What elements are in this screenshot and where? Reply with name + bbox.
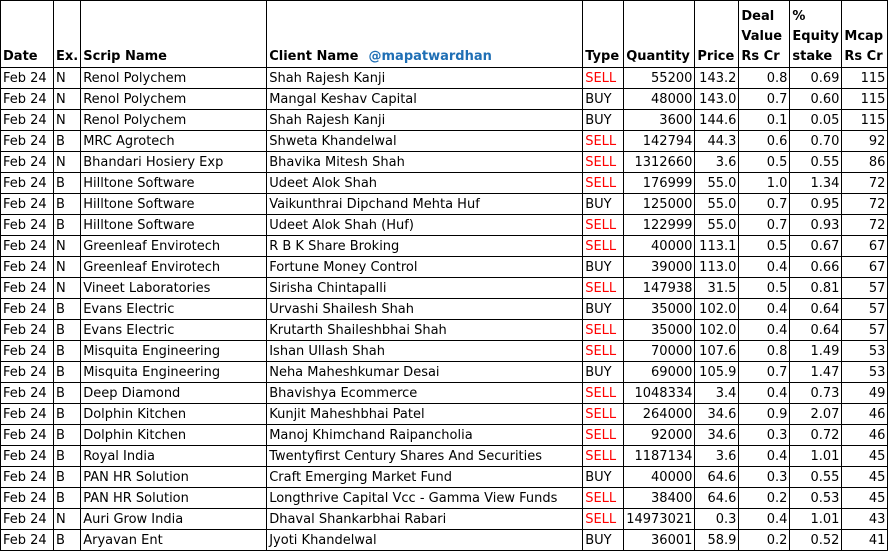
cell-scrip: Hilltone Software [81, 215, 267, 236]
cell-mcap: 92 [842, 131, 888, 152]
cell-type: SELL [583, 509, 624, 530]
cell-scrip: Misquita Engineering [81, 362, 267, 383]
cell-type: SELL [583, 215, 624, 236]
cell-deal-value: 0.2 [739, 488, 790, 509]
cell-date: Feb 24 [1, 425, 54, 446]
cell-exchange: B [54, 215, 81, 236]
cell-date: Feb 24 [1, 173, 54, 194]
cell-client: Jyoti Khandelwal [267, 530, 583, 551]
cell-scrip: Royal India [81, 446, 267, 467]
cell-price: 105.9 [695, 362, 739, 383]
cell-exchange: N [54, 257, 81, 278]
cell-scrip: Aryavan Ent [81, 530, 267, 551]
cell-type: SELL [583, 383, 624, 404]
cell-type: SELL [583, 131, 624, 152]
cell-deal-value: 0.7 [739, 362, 790, 383]
cell-scrip: Hilltone Software [81, 173, 267, 194]
table-row [1, 68, 888, 89]
cell-date: Feb 24 [1, 68, 54, 89]
cell-date: Feb 24 [1, 278, 54, 299]
cell-type: SELL [583, 236, 624, 257]
cell-exchange: N [54, 278, 81, 299]
cell-mcap: 45 [842, 446, 888, 467]
cell-scrip: Auri Grow India [81, 509, 267, 530]
cell-mcap: 43 [842, 509, 888, 530]
cell-exchange: N [54, 509, 81, 530]
cell-quantity: 36001 [624, 530, 695, 551]
cell-price: 55.0 [695, 194, 739, 215]
table-row [1, 299, 888, 320]
cell-mcap: 72 [842, 173, 888, 194]
cell-equity-stake: 1.01 [790, 509, 842, 530]
cell-price: 102.0 [695, 320, 739, 341]
cell-client: Mangal Keshav Capital [267, 89, 583, 110]
cell-scrip: Greenleaf Envirotech [81, 257, 267, 278]
cell-date: Feb 24 [1, 530, 54, 551]
cell-client: Sirisha Chintapalli [267, 278, 583, 299]
cell-deal-value: 0.3 [739, 425, 790, 446]
cell-client: Bhavika Mitesh Shah [267, 152, 583, 173]
cell-date: Feb 24 [1, 257, 54, 278]
cell-client: Udeet Alok Shah [267, 173, 583, 194]
cell-deal-value: 0.8 [739, 341, 790, 362]
cell-price: 44.3 [695, 131, 739, 152]
cell-deal-value: 0.3 [739, 467, 790, 488]
cell-exchange: B [54, 467, 81, 488]
cell-mcap: 45 [842, 488, 888, 509]
cell-mcap: 72 [842, 194, 888, 215]
cell-deal-value: 0.5 [739, 236, 790, 257]
cell-scrip: Renol Polychem [81, 89, 267, 110]
cell-date: Feb 24 [1, 194, 54, 215]
cell-quantity: 1187134 [624, 446, 695, 467]
table-row [1, 131, 888, 152]
table-row [1, 320, 888, 341]
cell-type: SELL [583, 278, 624, 299]
table-row [1, 152, 888, 173]
cell-price: 143.0 [695, 89, 739, 110]
cell-type: BUY [583, 299, 624, 320]
table-row [1, 110, 888, 131]
cell-quantity: 176999 [624, 173, 695, 194]
header-date: Date [1, 1, 54, 68]
cell-date: Feb 24 [1, 320, 54, 341]
table-row [1, 236, 888, 257]
cell-quantity: 92000 [624, 425, 695, 446]
cell-quantity: 14973021 [624, 509, 695, 530]
cell-price: 143.2 [695, 68, 739, 89]
table-row [1, 257, 888, 278]
cell-equity-stake: 0.64 [790, 320, 842, 341]
cell-scrip: Hilltone Software [81, 194, 267, 215]
cell-deal-value: 0.4 [739, 383, 790, 404]
cell-price: 55.0 [695, 173, 739, 194]
cell-deal-value: 0.2 [739, 530, 790, 551]
table-row [1, 215, 888, 236]
cell-equity-stake: 1.01 [790, 446, 842, 467]
table-row [1, 383, 888, 404]
cell-mcap: 57 [842, 299, 888, 320]
cell-price: 107.6 [695, 341, 739, 362]
cell-mcap: 57 [842, 278, 888, 299]
cell-price: 102.0 [695, 299, 739, 320]
cell-exchange: B [54, 320, 81, 341]
table-row [1, 278, 888, 299]
cell-scrip: Bhandari Hosiery Exp [81, 152, 267, 173]
cell-exchange: B [54, 299, 81, 320]
cell-deal-value: 0.6 [739, 131, 790, 152]
cell-scrip: Deep Diamond [81, 383, 267, 404]
header-client [267, 1, 583, 68]
cell-scrip: Greenleaf Envirotech [81, 236, 267, 257]
cell-price: 113.0 [695, 257, 739, 278]
cell-client: Dhaval Shankarbhai Rabari [267, 509, 583, 530]
cell-equity-stake: 1.34 [790, 173, 842, 194]
cell-client: Manoj Khimchand Raipancholia [267, 425, 583, 446]
cell-quantity: 39000 [624, 257, 695, 278]
cell-date: Feb 24 [1, 404, 54, 425]
cell-quantity: 70000 [624, 341, 695, 362]
cell-price: 34.6 [695, 404, 739, 425]
cell-equity-stake: 0.81 [790, 278, 842, 299]
cell-client: Bhavishya Ecommerce [267, 383, 583, 404]
cell-mcap: 53 [842, 362, 888, 383]
cell-exchange: B [54, 341, 81, 362]
cell-equity-stake: 1.49 [790, 341, 842, 362]
cell-client: Craft Emerging Market Fund [267, 467, 583, 488]
cell-exchange: B [54, 173, 81, 194]
cell-mcap: 67 [842, 257, 888, 278]
cell-equity-stake: 0.72 [790, 425, 842, 446]
header-type: Type [583, 1, 624, 68]
cell-client: Neha Maheshkumar Desai [267, 362, 583, 383]
cell-type: SELL [583, 152, 624, 173]
cell-scrip: Renol Polychem [81, 110, 267, 131]
header-row [1, 1, 888, 68]
cell-quantity: 38400 [624, 488, 695, 509]
cell-quantity: 1312660 [624, 152, 695, 173]
cell-price: 31.5 [695, 278, 739, 299]
cell-price: 64.6 [695, 488, 739, 509]
cell-deal-value: 0.7 [739, 215, 790, 236]
cell-mcap: 57 [842, 320, 888, 341]
cell-equity-stake: 0.05 [790, 110, 842, 131]
cell-client: Krutarth Shaileshbhai Shah [267, 320, 583, 341]
cell-quantity: 69000 [624, 362, 695, 383]
cell-client: Twentyfirst Century Shares And Securities [267, 446, 583, 467]
cell-equity-stake: 0.66 [790, 257, 842, 278]
header-quantity: Quantity [624, 1, 695, 68]
cell-scrip: PAN HR Solution [81, 467, 267, 488]
twitter-handle: @mapatwardhan [368, 49, 492, 64]
table-row [1, 89, 888, 110]
cell-equity-stake: 0.53 [790, 488, 842, 509]
cell-mcap: 41 [842, 530, 888, 551]
cell-quantity: 147938 [624, 278, 695, 299]
cell-exchange: B [54, 425, 81, 446]
cell-type: BUY [583, 257, 624, 278]
cell-equity-stake: 0.70 [790, 131, 842, 152]
cell-type: BUY [583, 110, 624, 131]
cell-quantity: 35000 [624, 320, 695, 341]
cell-type: SELL [583, 173, 624, 194]
cell-exchange: B [54, 404, 81, 425]
cell-equity-stake: 0.64 [790, 299, 842, 320]
cell-mcap: 86 [842, 152, 888, 173]
header-exchange: Ex. [54, 1, 81, 68]
cell-price: 34.6 [695, 425, 739, 446]
header-mcap: Mcap Rs Cr [842, 1, 888, 68]
cell-type: SELL [583, 425, 624, 446]
cell-exchange: B [54, 131, 81, 152]
table-row [1, 194, 888, 215]
cell-equity-stake: 2.07 [790, 404, 842, 425]
cell-date: Feb 24 [1, 152, 54, 173]
cell-deal-value: 0.9 [739, 404, 790, 425]
cell-exchange: N [54, 89, 81, 110]
cell-mcap: 46 [842, 404, 888, 425]
cell-equity-stake: 0.69 [790, 68, 842, 89]
cell-client: Shah Rajesh Kanji [267, 68, 583, 89]
cell-type: BUY [583, 89, 624, 110]
cell-price: 58.9 [695, 530, 739, 551]
cell-exchange: B [54, 194, 81, 215]
cell-scrip: Evans Electric [81, 320, 267, 341]
cell-quantity: 3600 [624, 110, 695, 131]
cell-client: Vaikunthrai Dipchand Mehta Huf [267, 194, 583, 215]
cell-price: 64.6 [695, 467, 739, 488]
cell-price: 113.1 [695, 236, 739, 257]
cell-date: Feb 24 [1, 89, 54, 110]
cell-price: 0.3 [695, 509, 739, 530]
cell-deal-value: 0.4 [739, 257, 790, 278]
cell-exchange: N [54, 68, 81, 89]
cell-equity-stake: 0.55 [790, 467, 842, 488]
cell-mcap: 115 [842, 68, 888, 89]
cell-mcap: 115 [842, 89, 888, 110]
cell-client: R B K Share Broking [267, 236, 583, 257]
table-row [1, 173, 888, 194]
cell-price: 144.6 [695, 110, 739, 131]
cell-equity-stake: 0.67 [790, 236, 842, 257]
table-row [1, 509, 888, 530]
cell-client: Ishan Ullash Shah [267, 341, 583, 362]
cell-date: Feb 24 [1, 299, 54, 320]
cell-deal-value: 0.4 [739, 320, 790, 341]
cell-quantity: 40000 [624, 236, 695, 257]
cell-type: SELL [583, 488, 624, 509]
cell-date: Feb 24 [1, 110, 54, 131]
cell-mcap: 72 [842, 215, 888, 236]
cell-equity-stake: 0.52 [790, 530, 842, 551]
cell-quantity: 125000 [624, 194, 695, 215]
cell-type: BUY [583, 194, 624, 215]
cell-mcap: 115 [842, 110, 888, 131]
cell-client: Udeet Alok Shah (Huf) [267, 215, 583, 236]
header-deal-value: Deal Value Rs Cr [739, 1, 790, 68]
cell-date: Feb 24 [1, 362, 54, 383]
cell-client: Fortune Money Control [267, 257, 583, 278]
table-body [1, 68, 888, 551]
cell-date: Feb 24 [1, 215, 54, 236]
cell-client: Shah Rajesh Kanji [267, 110, 583, 131]
cell-equity-stake: 0.93 [790, 215, 842, 236]
cell-mcap: 45 [842, 467, 888, 488]
table-row [1, 341, 888, 362]
cell-client: Shweta Khandelwal [267, 131, 583, 152]
cell-scrip: Dolphin Kitchen [81, 425, 267, 446]
cell-client: Kunjit Maheshbhai Patel [267, 404, 583, 425]
header-price: Price [695, 1, 739, 68]
cell-deal-value: 0.7 [739, 194, 790, 215]
cell-type: SELL [583, 68, 624, 89]
cell-exchange: B [54, 362, 81, 383]
cell-type: BUY [583, 362, 624, 383]
cell-exchange: B [54, 383, 81, 404]
cell-deal-value: 0.4 [739, 509, 790, 530]
cell-quantity: 264000 [624, 404, 695, 425]
cell-exchange: B [54, 530, 81, 551]
cell-deal-value: 0.4 [739, 446, 790, 467]
cell-mcap: 53 [842, 341, 888, 362]
cell-deal-value: 0.8 [739, 68, 790, 89]
cell-price: 3.4 [695, 383, 739, 404]
table-row [1, 467, 888, 488]
cell-deal-value: 1.0 [739, 173, 790, 194]
cell-type: SELL [583, 341, 624, 362]
cell-quantity: 48000 [624, 89, 695, 110]
table-row [1, 425, 888, 446]
table-row [1, 362, 888, 383]
cell-date: Feb 24 [1, 509, 54, 530]
header-equity-stake: % Equity stake [790, 1, 842, 68]
cell-price: 3.6 [695, 152, 739, 173]
cell-deal-value: 0.7 [739, 89, 790, 110]
cell-date: Feb 24 [1, 467, 54, 488]
table-row [1, 530, 888, 551]
header-client-label: Client Name [269, 49, 359, 64]
table-row [1, 446, 888, 467]
cell-type: BUY [583, 530, 624, 551]
cell-type: SELL [583, 404, 624, 425]
cell-quantity: 40000 [624, 467, 695, 488]
cell-exchange: N [54, 152, 81, 173]
cell-quantity: 122999 [624, 215, 695, 236]
cell-date: Feb 24 [1, 341, 54, 362]
cell-equity-stake: 0.60 [790, 89, 842, 110]
cell-date: Feb 24 [1, 236, 54, 257]
cell-client: Urvashi Shailesh Shah [267, 299, 583, 320]
cell-exchange: B [54, 446, 81, 467]
cell-equity-stake: 0.95 [790, 194, 842, 215]
cell-price: 55.0 [695, 215, 739, 236]
cell-mcap: 46 [842, 425, 888, 446]
cell-type: BUY [583, 467, 624, 488]
cell-quantity: 55200 [624, 68, 695, 89]
cell-scrip: Misquita Engineering [81, 341, 267, 362]
cell-type: SELL [583, 320, 624, 341]
cell-deal-value: 0.5 [739, 278, 790, 299]
cell-date: Feb 24 [1, 131, 54, 152]
cell-date: Feb 24 [1, 488, 54, 509]
cell-deal-value: 0.5 [739, 152, 790, 173]
cell-client: Longthrive Capital Vcc - Gamma View Funds [267, 488, 583, 509]
cell-scrip: Renol Polychem [81, 68, 267, 89]
cell-equity-stake: 1.47 [790, 362, 842, 383]
cell-scrip: Dolphin Kitchen [81, 404, 267, 425]
cell-price: 3.6 [695, 446, 739, 467]
cell-deal-value: 0.4 [739, 299, 790, 320]
cell-mcap: 67 [842, 236, 888, 257]
cell-exchange: B [54, 488, 81, 509]
cell-scrip: MRC Agrotech [81, 131, 267, 152]
cell-date: Feb 24 [1, 383, 54, 404]
cell-type: SELL [583, 446, 624, 467]
cell-exchange: N [54, 110, 81, 131]
header-scrip: Scrip Name [81, 1, 267, 68]
cell-equity-stake: 0.73 [790, 383, 842, 404]
cell-equity-stake: 0.55 [790, 152, 842, 173]
cell-exchange: N [54, 236, 81, 257]
cell-deal-value: 0.1 [739, 110, 790, 131]
cell-quantity: 142794 [624, 131, 695, 152]
cell-quantity: 1048334 [624, 383, 695, 404]
cell-scrip: Evans Electric [81, 299, 267, 320]
table-row [1, 404, 888, 425]
cell-scrip: PAN HR Solution [81, 488, 267, 509]
cell-date: Feb 24 [1, 446, 54, 467]
cell-scrip: Vineet Laboratories [81, 278, 267, 299]
table-row [1, 488, 888, 509]
cell-mcap: 49 [842, 383, 888, 404]
cell-quantity: 35000 [624, 299, 695, 320]
